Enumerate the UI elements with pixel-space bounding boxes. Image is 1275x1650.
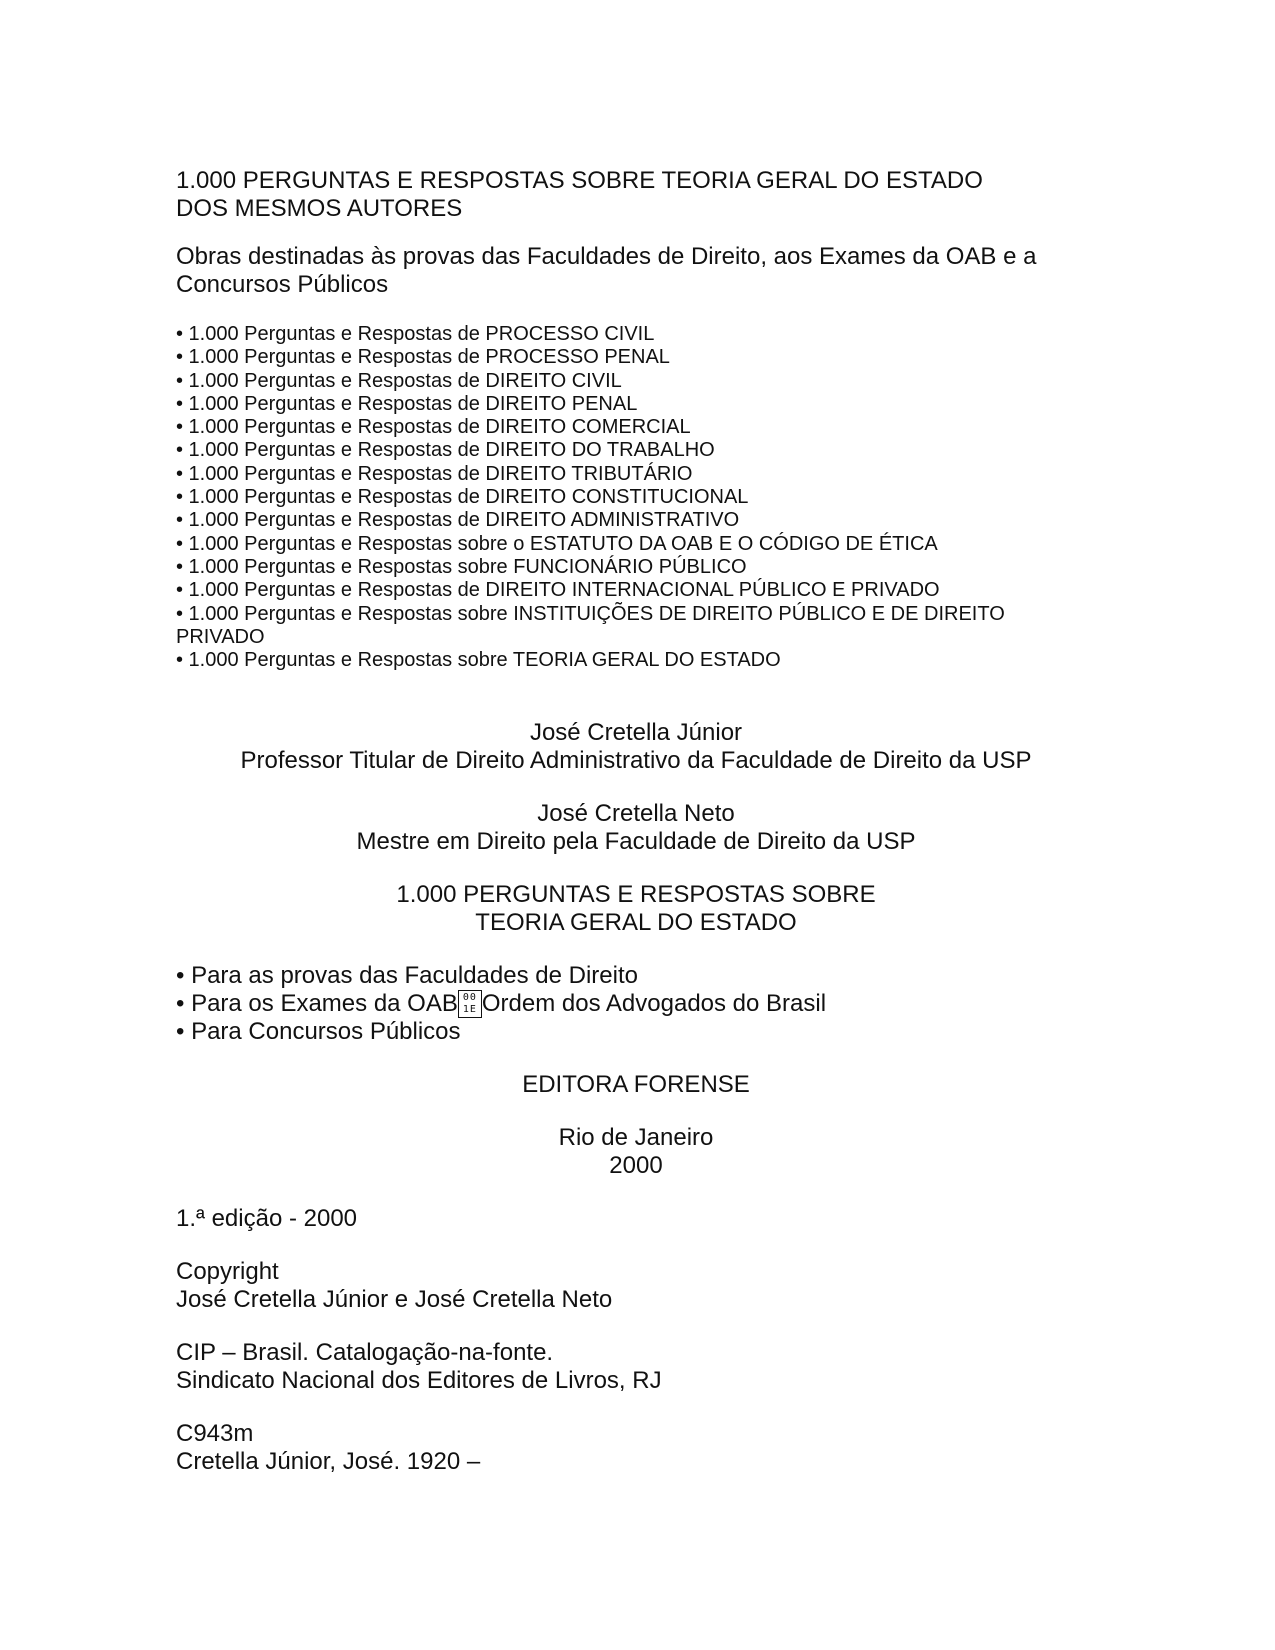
intro-paragraph: Obras destinadas às provas das Faculdades de Direito, aos Exames da OAB e a Concursos Públicos [176,243,1037,298]
purpose-text: Ordem dos Advogados do Brasil [481,990,827,1018]
copyright [176,1258,1096,1314]
list-item: • 1.000 Perguntas e Respostas de DIREITO ADMINISTRATIVO [176,509,740,532]
catalog-code: C943m [176,1420,254,1448]
list-item: • 1.000 Perguntas e Respostas sobre TEORIA GERAL DO ESTADO [176,649,781,672]
document-page [176,167,1096,1476]
list-item: • Para Concursos Públicos [176,1018,461,1046]
list-item [176,990,1096,1018]
author-2 [176,800,1096,856]
purpose-list [176,962,1096,1046]
list-item: • 1.000 Perguntas e Respostas de DIREITO DO TRABALHO [176,439,715,462]
list-item: • 1.000 Perguntas e Respostas de DIREITO PENAL [176,392,638,415]
list-item: • 1.000 Perguntas e Respostas de DIREITO CIVIL [176,369,622,392]
list-item: • 1.000 Perguntas e Respostas de DIREITO INTERNACIONAL PÚBLICO E PRIVADO [176,579,940,602]
place: Rio de Janeiro [558,1124,714,1152]
author-name: José Cretella Júnior [529,719,743,747]
list-item: • 1.000 Perguntas e Respostas de DIREITO TRIBUTÁRIO [176,462,693,485]
purpose-text: • Para os Exames da OAB [176,990,458,1018]
missing-glyph-icon: 00 1E [458,990,482,1018]
year: 2000 [609,1152,663,1180]
list-item: • 1.000 Perguntas e Respostas de DIREITO CONSTITUCIONAL [176,486,749,509]
author-title: Professor Titular de Direito Administrativo da Faculdade de Direito da USP [240,747,1032,775]
list-item: • 1.000 Perguntas e Respostas sobre o ESTATUTO DA OAB E O CÓDIGO DE ÉTICA [176,532,938,555]
list-item: • 1.000 Perguntas e Respostas de DIREITO COMERCIAL [176,416,691,439]
book-title-line: 1.000 PERGUNTAS E RESPOSTAS SOBRE [396,881,876,909]
author-title: Mestre em Direito pela Faculdade de Direito da USP [356,828,916,856]
book-title [176,881,1096,937]
document-heading [176,167,1096,223]
book-title-line: TEORIA GERAL DO ESTADO [475,909,797,937]
list-item: • 1.000 Perguntas e Respostas sobre INSTITUIÇÕES DE DIREITO PÚBLICO E DE DIREITO PRIVADO [176,602,1005,648]
author-name: José Cretella Neto [537,800,735,828]
list-item: • 1.000 Perguntas e Respostas de PROCESSO PENAL [176,346,670,369]
cip [176,1339,1096,1395]
imprint [176,1124,1096,1180]
list-item: • Para as provas das Faculdades de Direito [176,962,638,990]
author-1 [176,719,1096,775]
book-list [176,323,1026,672]
catalog-entry [176,1420,1096,1476]
list-item: • 1.000 Perguntas e Respostas de PROCESSO CIVIL [176,323,655,345]
heading-subtitle: DOS MESMOS AUTORES [176,195,463,222]
copyright-holders: José Cretella Júnior e José Cretella Neto [176,1286,613,1314]
catalog-author: Cretella Júnior, José. 1920 – [176,1448,481,1476]
heading-title: 1.000 PERGUNTAS E RESPOSTAS SOBRE TEORIA GERAL DO ESTADO [176,167,983,194]
cip-line: Sindicato Nacional dos Editores de Livros, RJ [176,1367,662,1395]
cip-line: CIP – Brasil. Catalogação-na-fonte. [176,1339,554,1367]
copyright-label: Copyright [176,1258,279,1286]
list-item: • 1.000 Perguntas e Respostas sobre FUNCIONÁRIO PÚBLICO [176,555,747,578]
edition: 1.ª edição - 2000 [176,1205,358,1233]
publisher: EDITORA FORENSE [522,1071,750,1099]
